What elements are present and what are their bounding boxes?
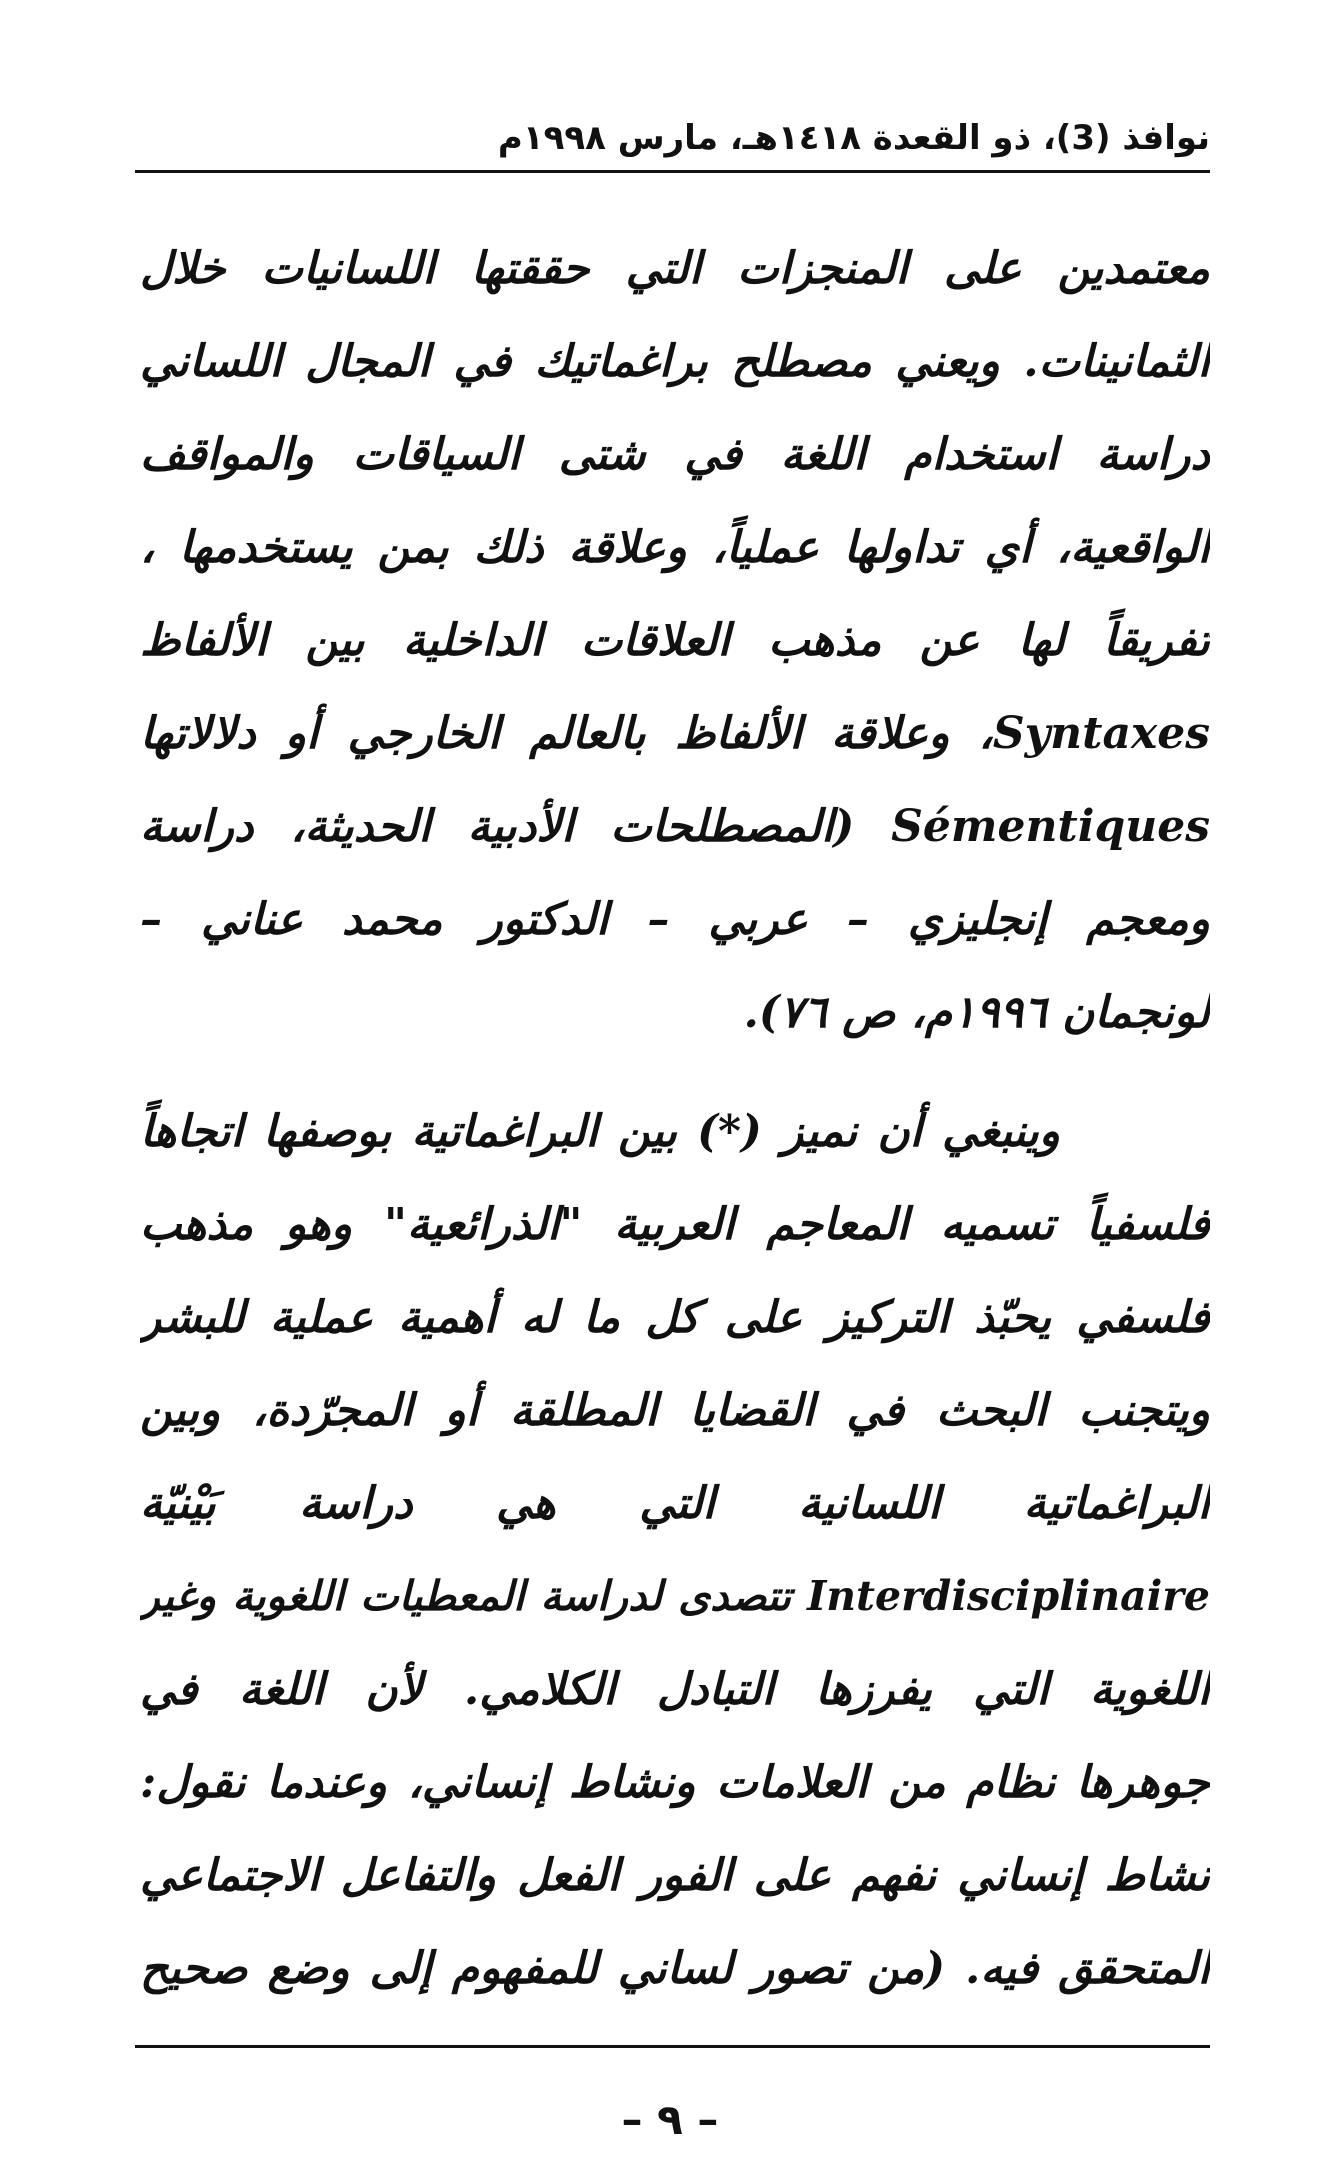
text-line: اللغوية التي يفرزها التبادل الكلامي. لأن اللغة في [140, 1664, 1210, 1715]
text-line: Sémentiques (المصطلحات الأدبية الحديثة، دراسة [140, 801, 1210, 852]
text-line: ومعجم إنجليزي – عربي – الدكتور محمد عناني – [140, 894, 1210, 945]
paragraph-2 [140, 1085, 1210, 2015]
running-header: نوافذ (3)، ذو القعدة ١٤١٨هـ، مارس ١٩٩٨م [497, 118, 1210, 158]
text-line: Interdisciplinaire تتصدى لدراسة المعطيات اللغوية وغير [140, 1572, 1210, 1620]
header-rule [135, 170, 1210, 173]
text-line: ويتجنب البحث في القضايا المطلقة أو المجرّدة، وبين [140, 1385, 1210, 1436]
page-number: – ٩ – [621, 2095, 719, 2144]
text-line: Syntaxes، وعلاقة الألفاظ بالعالم الخارجي أو دلالاتها [140, 708, 1210, 759]
paragraph-1 [140, 222, 1210, 1059]
text-line: لونجمان ١٩٩٦م، ص ٧٦). [743, 987, 1210, 1038]
text-line: فلسفي يحبّذ التركيز على كل ما له أهمية عملية للبشر [140, 1292, 1210, 1343]
text-line: فلسفياً تسميه المعاجم العربية "الذرائعية" وهو مذهب [140, 1199, 1210, 1250]
text-line: الثمانينات. ويعني مصطلح براغماتيك في المجال اللساني [140, 336, 1210, 387]
text-line: تفريقاً لها عن مذهب العلاقات الداخلية بين الألفاظ [140, 615, 1210, 666]
text-line: جوهرها نظام من العلامات ونشاط إنساني، وعندما نقول: [140, 1757, 1210, 1808]
text-line: معتمدين على المنجزات التي حققتها اللسانيات خلال [140, 243, 1210, 294]
text-line: الواقعية، أي تداولها عملياً، وعلاقة ذلك بمن يستخدمها ، [140, 522, 1210, 573]
text-line: وينبغي أن نميز (*) بين البراغماتية بوصفها اتجاهاً [140, 1106, 1060, 1157]
text-line: البراغماتية اللسانية التي هي دراسة بَيْنيّة [140, 1478, 1210, 1529]
footer-rule [135, 2045, 1210, 2048]
text-line: نشاط إنساني نفهم على الفور الفعل والتفاعل الاجتماعي [140, 1850, 1210, 1901]
text-line: المتحقق فيه. (من تصور لساني للمفهوم إلى وضع صحيح [140, 1943, 1210, 1994]
text-line: دراسة استخدام اللغة في شتى السياقات والمواقف [140, 429, 1210, 480]
